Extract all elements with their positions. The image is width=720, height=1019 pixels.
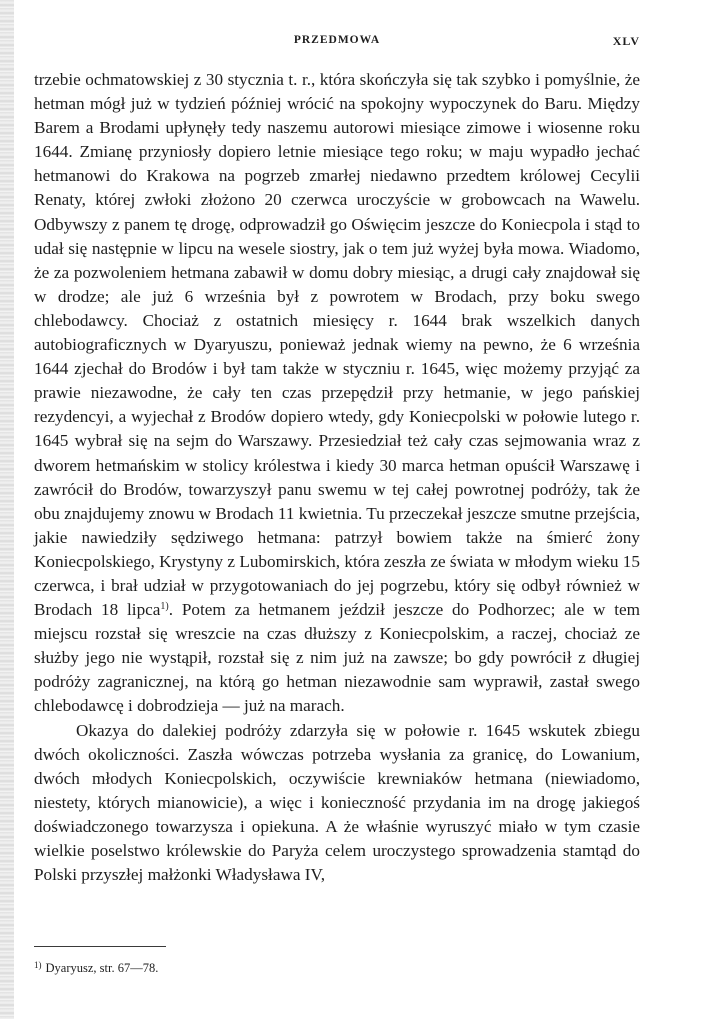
scan-edge-shadow [0, 0, 14, 1019]
paragraph-text: trzebie ochmatowskiej z 30 stycznia t. r., która skończyła się tak szybko i pomyślnie, że hetman mógł już w tydzień później wrócić na spokojny wypoczynek do Baru. Między Barem a Brodami upłynęły tedy naszemu autorowi miesiące zimowe i wiosenne roku 1644. Zmianę przyniosły dopiero letnie miesiące tego roku; w maju wypadło jechać hetmanowi do Krakowa na pogrzeb zmarłej niedawno przedtem królowej Cecylii Renaty, której zwłoki złożono 20 czerwca uroczyście w grobowcach na Wawelu. Odbywszy z panem tę drogę, odprowadził go Oświęcim jeszcze do Koniecpola i stąd to udał się następnie w lipcu na wesele siostry, jak o tem już wyżej była mowa. Wiadomo, że za pozwoleniem hetmana zabawił w domu dobry miesiąc, a drugi cały znajdował się w drodze; ale już 6 września był z powrotem w Brodach, przy boku swego chlebodawcy. Chociaż z ostatnich miesięcy r. 1644 brak wszelkich danych autobiograficznych w Dyaryuszu, ponieważ jednak wiemy na pewno, że 6 września 1644 zjechał do Brodów i był tam także w styczniu r. 1645, więc możemy przyjąć za prawie niezawodne, że cały ten czas przepędził przy hetmanie, w jego pańskiej rezydencyi, a wyjechał z Brodów dopiero wtedy, gdy Koniecpolski w połowie lutego r. 1645 wybrał się na sejm do Warszawy. Przesiedział też cały czas sejmowania wraz z dworem hetmańskim w stolicy królestwa i kiedy 30 marca hetman opuścił Warszawę i zawrócił do Brodów, towarzyszył panu swemu w tej całej powrotnej podróży, tak że obu znajdujemy znowu w Brodach 11 kwietnia. Tu przeczekał jeszcze smutne przejścia, jakie nawiedziły sędziwego hetmana: patrzył bowiem także na śmierć żony Koniecpolskiego, Krystyny z Lubomirskich, która zeszła ze świata w młodym wieku 15 czerwca, i brał udział w przygotowaniach do jej pogrzebu, który się odbył również w Brodach 18 lipca [34, 70, 640, 620]
footnote-text: Dyaryusz, str. 67—78. [45, 961, 159, 975]
paragraph-text: . Potem za hetmanem jeździł jeszcze do Podhorzec; ale w tem miejscu rozstał się wreszcie na czas dłuższy z Koniecpolskim, a raczej, chociaż ze służby jego nie wystąpił, rozstał się z nim już na zawsze; bo gdy powrócił z długiej podróży zagranicznej, na którą go hetman niezawodnie sam wyprawił, zastał swego chlebodawcę i dobrodzieja — już na marach. [34, 600, 640, 716]
footnote [34, 960, 640, 976]
footnote-mark: 1) [34, 960, 42, 970]
paragraph: Okazya do dalekiej podróży zdarzyła się w połowie r. 1645 wskutek zbiegu dwóch okoliczności. Zaszła wówczas potrzeba wysłania za granicę, do Lowanium, dwóch młodych Koniecpolskich, oczywiście krewniaków hetmana (niewiadomo, niestety, których mianowicie), a więc i konieczność przydania im na drogę jakiegoś doświadczonego towarzysza i opiekuna. A że właśnie wyruszyć miało w tym czasie wielkie poselstwo królewskie do Paryża celem uroczystego sprowadzenia stamtąd do Polski przyszłej małżonki Władysława IV, [34, 720, 640, 885]
page-header [34, 34, 640, 52]
footnote-reference[interactable]: 1) [160, 601, 169, 613]
running-title: PRZEDMOWA [293, 34, 381, 46]
paragraph [34, 68, 640, 719]
footnote-divider [34, 946, 166, 947]
page-number: XLV [612, 34, 640, 48]
main-text [34, 68, 640, 887]
